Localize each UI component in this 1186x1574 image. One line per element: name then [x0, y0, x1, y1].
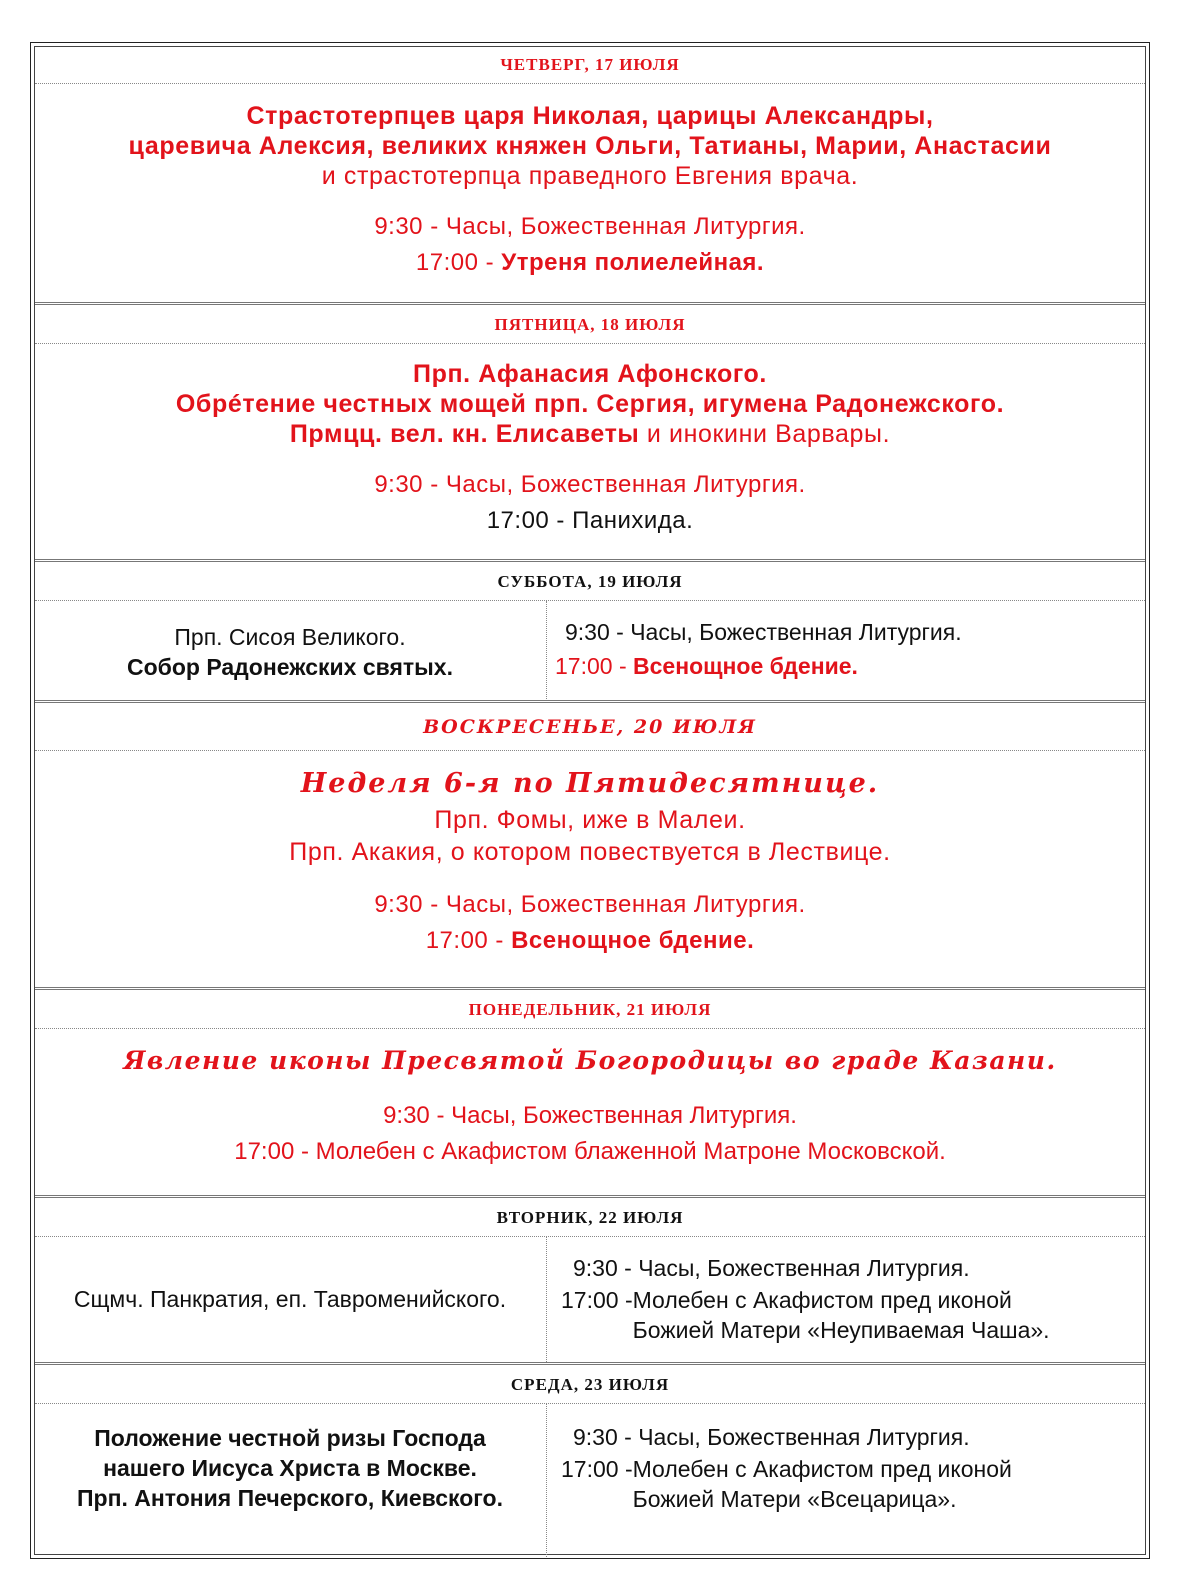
service-morning: 9:30 - Часы, Божественная Литургия. [374, 471, 806, 498]
day-content [35, 1237, 1145, 1362]
day-header: ВОСКРЕСЕНЬЕ, 20 ИЮЛЯ [35, 705, 1145, 751]
day-thursday [35, 47, 1145, 303]
feast-title: Неделя 6-я по Пятидесятнице. [300, 768, 880, 799]
column-divider [546, 601, 547, 701]
day-header: СУББОТА, 19 ИЮЛЯ [35, 564, 1145, 601]
day-divider [35, 1362, 1145, 1365]
feast-line: Обрéтение честных мощей прп. Сергия, игумена Радонежского. [175, 390, 1005, 418]
day-left-col [35, 1404, 545, 1557]
service-evening [35, 503, 1145, 539]
day-header: ПЯТНИЦА, 18 ИЮЛЯ [35, 307, 1145, 344]
day-divider [35, 559, 1145, 562]
day-wednesday [35, 1367, 1145, 1557]
service-morning: 9:30 - Часы, Божественная Литургия. [374, 891, 806, 918]
feast-bold-part: Прмцц. вел. кн. Елисаветы [289, 420, 640, 448]
column-divider [546, 1404, 547, 1557]
service-evening [35, 245, 1145, 281]
day-header: ПОНЕДЕЛЬНИК, 21 ИЮЛЯ [35, 992, 1145, 1029]
day-right-col [561, 1404, 1145, 1557]
service-name: Молебен с Акафистом пред иконой [632, 1287, 1012, 1313]
feast-line: Прп. Фомы, иже в Малеи. [434, 806, 746, 834]
day-divider [35, 700, 1145, 703]
day-left-col [35, 601, 545, 701]
day-saturday [35, 564, 1145, 701]
service-time: 17:00 - [555, 653, 633, 679]
service-time: 17:00 - [415, 249, 502, 276]
service-evening [561, 1454, 1145, 1514]
service-morning: 9:30 - Часы, Божественная Литургия. [565, 619, 962, 645]
service-evening [561, 1285, 1145, 1345]
feast-title: Явление иконы Пресвятой Богородицы во граде Казани. [123, 1046, 1057, 1075]
day-right-col [561, 1237, 1145, 1362]
service-name: Утреня полиелейная. [501, 249, 765, 276]
day-tuesday [35, 1200, 1145, 1362]
column-divider [546, 1237, 547, 1362]
service-morning: 9:30 - Часы, Божественная Литургия. [573, 1255, 970, 1281]
feast-line: Собор Радонежских святых. [127, 654, 453, 680]
service-name: Всенощное бдение. [511, 927, 755, 954]
service-text-block [633, 1285, 1050, 1345]
feast-line: Сщмч. Панкратия, еп. Тавроменийского. [73, 1286, 507, 1312]
service-name: Божией Матери «Всецарица». [632, 1486, 957, 1512]
service-time: 17:00 - [561, 1456, 633, 1482]
feast-rest: и инокини Варвары. [639, 420, 891, 448]
day-content [35, 601, 1145, 701]
feast-line: царевича Алексия, великих княжен Ольги, Татианы, Марии, Анастасии [128, 132, 1052, 160]
feast-line: и страстотерпца праведного Евгения врача. [321, 162, 859, 190]
schedule-table [34, 46, 1146, 1555]
day-header: ЧЕТВЕРГ, 17 ИЮЛЯ [35, 47, 1145, 84]
day-content [35, 359, 1145, 539]
day-left-col [35, 1237, 545, 1362]
day-content [35, 1404, 1145, 1557]
day-right-col [555, 601, 1145, 701]
service-text-block [633, 1454, 1012, 1514]
service-morning: 9:30 - Часы, Божественная Литургия. [573, 1424, 970, 1450]
feast-line: Прп. Антония Печерского, Киевского. [76, 1485, 503, 1511]
feast-line: нашего Иисуса Христа в Москве. [103, 1455, 477, 1481]
feast-line: Страстотерпцев царя Николая, царицы Александры, [246, 102, 934, 130]
schedule-frame [30, 42, 1150, 1559]
service-name: Молебен с Акафистом пред иконой [632, 1456, 1012, 1482]
feast-line: Прп. Акакия, о котором повествуется в Лествице. [289, 838, 891, 866]
service-name: Панихида. [572, 507, 694, 534]
day-content [35, 101, 1145, 281]
service-time: 17:00 - [425, 927, 512, 954]
service-morning: 9:30 - Часы, Божественная Литургия. [374, 213, 806, 240]
service-morning: 9:30 - Часы, Божественная Литургия. [383, 1102, 797, 1129]
service-evening: 17:00 - Молебен с Акафистом блаженной Матроне Московской. [234, 1138, 946, 1165]
day-content [35, 1044, 1145, 1170]
service-evening [35, 923, 1145, 959]
day-divider [35, 1195, 1145, 1198]
service-time: 17:00 - [486, 507, 573, 534]
feast-line: Положение честной ризы Господа [94, 1425, 486, 1451]
service-name: Всенощное бдение. [633, 653, 858, 679]
day-friday [35, 307, 1145, 560]
service-evening [555, 649, 1145, 683]
service-time: 17:00 - [561, 1287, 633, 1313]
feast-line: Прп. Сисоя Великого. [174, 624, 406, 650]
day-sunday [35, 705, 1145, 987]
day-header: ВТОРНИК, 22 ИЮЛЯ [35, 1200, 1145, 1237]
feast-line [35, 419, 1145, 449]
day-monday [35, 992, 1145, 1195]
day-divider [35, 987, 1145, 990]
day-header: СРЕДА, 23 ИЮЛЯ [35, 1367, 1145, 1404]
feast-line: Прп. Афанасия Афонского. [413, 360, 767, 388]
day-divider [35, 302, 1145, 305]
service-name: Божией Матери «Неупиваемая Чаша». [632, 1317, 1050, 1343]
day-content [35, 767, 1145, 959]
